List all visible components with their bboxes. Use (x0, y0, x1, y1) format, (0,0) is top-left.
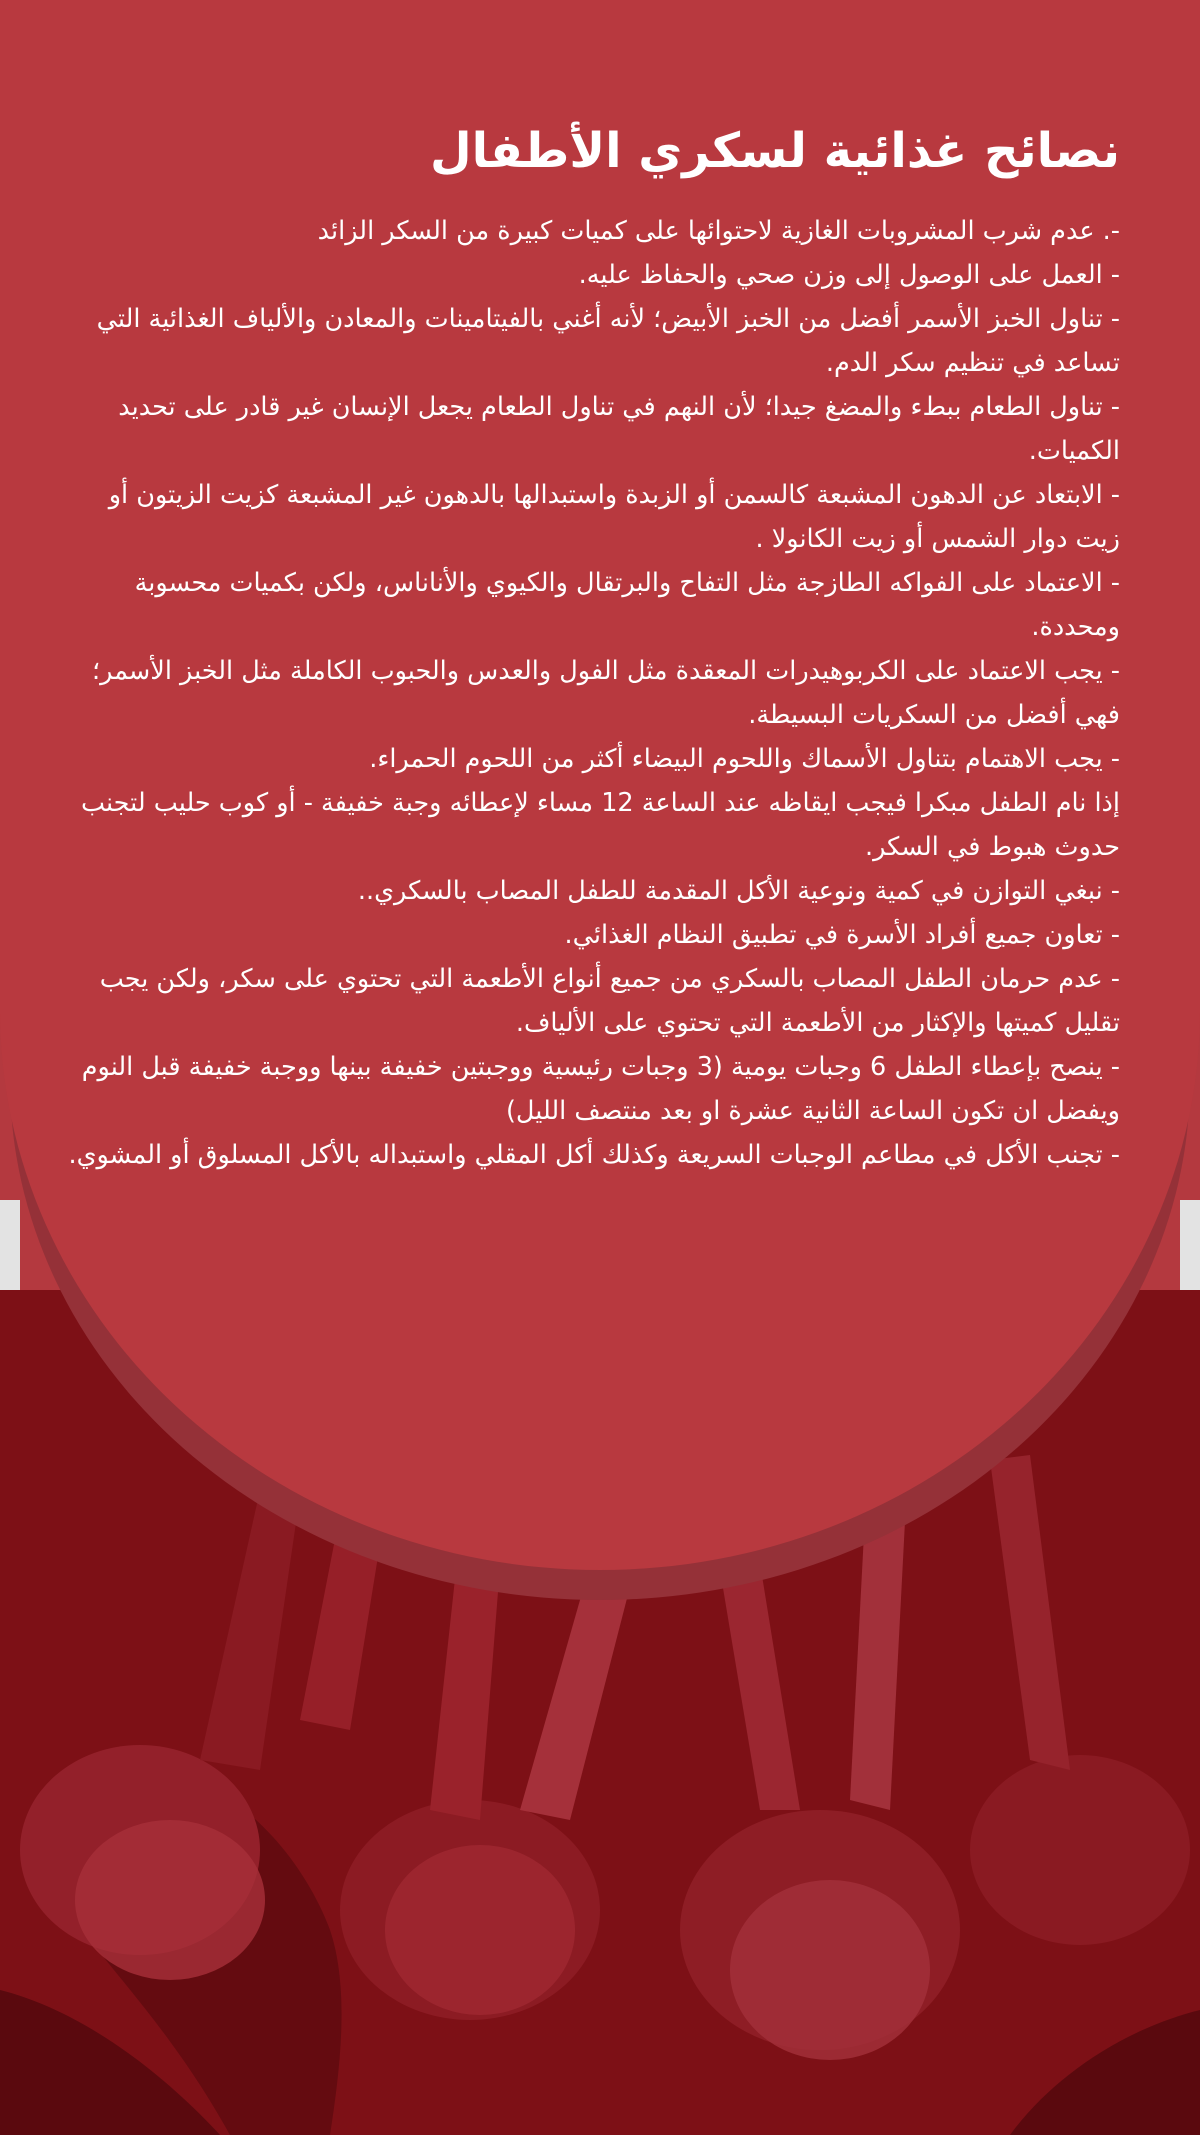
tip-item: - تناول الطعام ببطء والمضغ جيدا؛ لأن النهم في تناول الطعام يجعل الإنسان غير قادر على تحديد الكميات. (118, 392, 1120, 466)
tip-item: - العمل على الوصول إلى وزن صحي والحفاظ عليه. (578, 260, 1120, 290)
tip-item: -. عدم شرب المشروبات الغازية لاحتوائها على كميات كبيرة من السكر الزائد (317, 216, 1120, 246)
tip-item: إذا نام الطفل مبكرا فيجب ايقاظه عند الساعة 12 مساء لإعطائه وجبة خفيفة - أو كوب حليب لتجنب حدوث هبوط في السكر. (80, 788, 1120, 862)
tip-item: - الابتعاد عن الدهون المشبعة كالسمن أو الزبدة واستبدالها بالدهون غير المشبعة كزيت الزيتون أو زيت دوار الشمس أو زيت الكانولا . (108, 480, 1120, 554)
tips-section (60, 115, 1120, 1177)
page-title: نصائح غذائية لسكري الأطفال (429, 123, 1120, 179)
tips-list (60, 209, 1120, 1177)
tip-item: - الاعتماد على الفواكه الطازجة مثل التفاح والبرتقال والكيوي والأناناس، ولكن بكميات محسوبة ومحددة. (134, 568, 1120, 642)
tip-item: - تعاون جميع أفراد الأسرة في تطبيق النظام الغذائي. (564, 920, 1120, 950)
side-strip-right (1180, 1200, 1200, 1290)
tip-item: - ينصح بإعطاء الطفل 6 وجبات يومية (3 وجبات رئيسية ووجبتين خفيفة بينها ووجبة خفيفة قبل النوم ويفضل ان تكون الساعة الثانية عشرة او بعد منتصف الليل) (81, 1052, 1120, 1126)
tip-item: - تناول الخبز الأسمر أفضل من الخبز الأبيض؛ لأنه أغني بالفيتامينات والمعادن والألياف الغذائية التي تساعد في تنظيم سكر الدم. (96, 304, 1120, 378)
side-strip-left (0, 1200, 20, 1290)
tip-item: - يجب الاعتماد على الكربوهيدرات المعقدة مثل الفول والعدس والحبوب الكاملة مثل الخبز الأسمر؛ فهي أفضل من السكريات البسيطة. (92, 656, 1120, 730)
tip-item: - نبغي التوازن في كمية ونوعية الأكل المقدمة للطفل المصاب بالسكري.. (357, 876, 1120, 906)
tip-item: - عدم حرمان الطفل المصاب بالسكري من جميع أنواع الأطعمة التي تحتوي على سكر، ولكن يجب تقليل كميتها والإكثار من الأطعمة التي تحتوي على الألياف. (99, 964, 1120, 1038)
tip-item: - يجب الاهتمام بتناول الأسماك واللحوم البيضاء أكثر من اللحوم الحمراء. (369, 744, 1120, 774)
tip-item: - تجنب الأكل في مطاعم الوجبات السريعة وكذلك أكل المقلي واستبداله بالأكل المسلوق أو المشوي. (68, 1140, 1120, 1170)
